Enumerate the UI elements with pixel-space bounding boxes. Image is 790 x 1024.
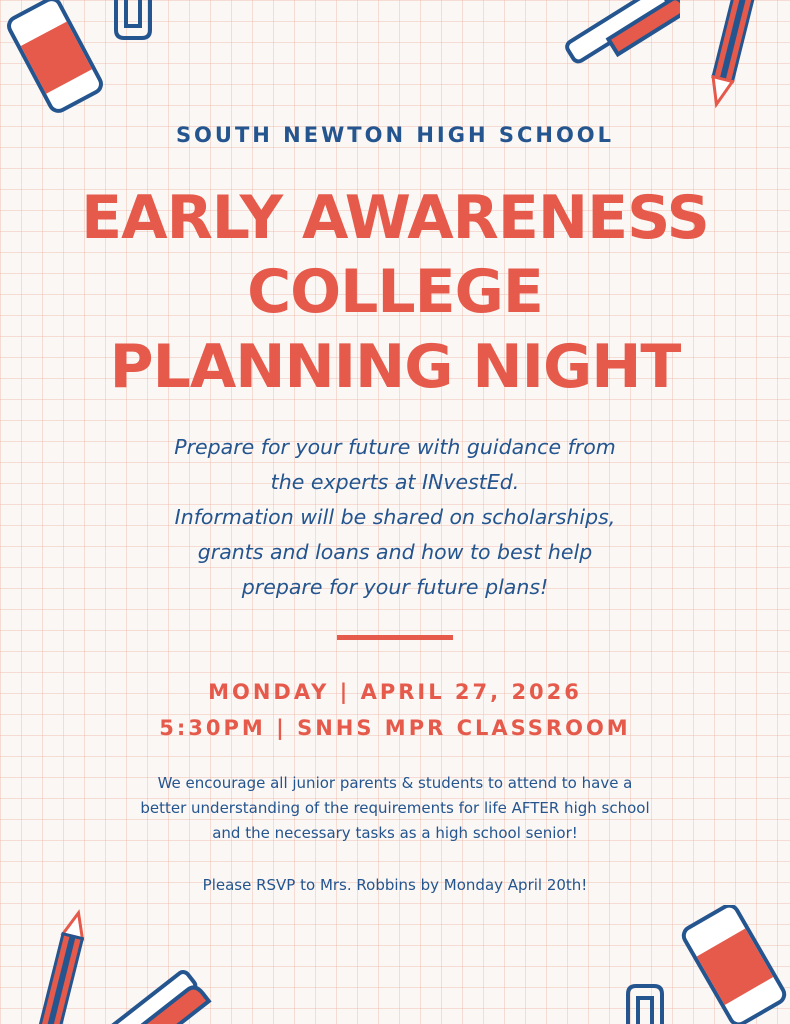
pencil-icon <box>700 0 760 115</box>
paperclip-icon <box>108 0 158 45</box>
event-title-line-2: COLLEGE <box>247 257 543 327</box>
eraser-icon <box>672 905 790 1024</box>
encouragement-paragraph <box>0 771 790 846</box>
event-date: MONDAY | APRIL 27, 2026 <box>208 680 582 704</box>
intro-line: prepare for your future plans! <box>241 575 549 599</box>
body-line: and the necessary tasks as a high school senior! <box>212 824 578 842</box>
intro-line: the experts at INvestEd. <box>270 470 520 494</box>
eraser-icon <box>0 0 110 115</box>
pencil-icon <box>25 905 95 1024</box>
intro-line: Prepare for your future with guidance from <box>174 435 616 459</box>
body-line: better understanding of the requirements for life AFTER high school <box>140 799 650 817</box>
paperclip-icon <box>620 980 670 1024</box>
stapler-icon <box>105 950 225 1024</box>
divider <box>337 635 453 640</box>
body-line: We encourage all junior parents & students to attend to have a <box>157 774 633 792</box>
event-time-location: 5:30PM | SNHS MPR CLASSROOM <box>159 716 631 740</box>
school-name: SOUTH NEWTON HIGH SCHOOL <box>175 123 615 147</box>
intro-paragraph <box>0 430 790 605</box>
stapler-icon <box>565 0 680 70</box>
event-title-line-1: EARLY AWARENESS <box>81 183 709 253</box>
rsvp-note: Please RSVP to Mrs. Robbins by Monday April 20th! <box>202 876 588 894</box>
intro-line: Information will be shared on scholarships, <box>174 505 616 529</box>
event-title-line-3: PLANNING NIGHT <box>109 332 681 402</box>
intro-line: grants and loans and how to best help <box>197 540 593 564</box>
